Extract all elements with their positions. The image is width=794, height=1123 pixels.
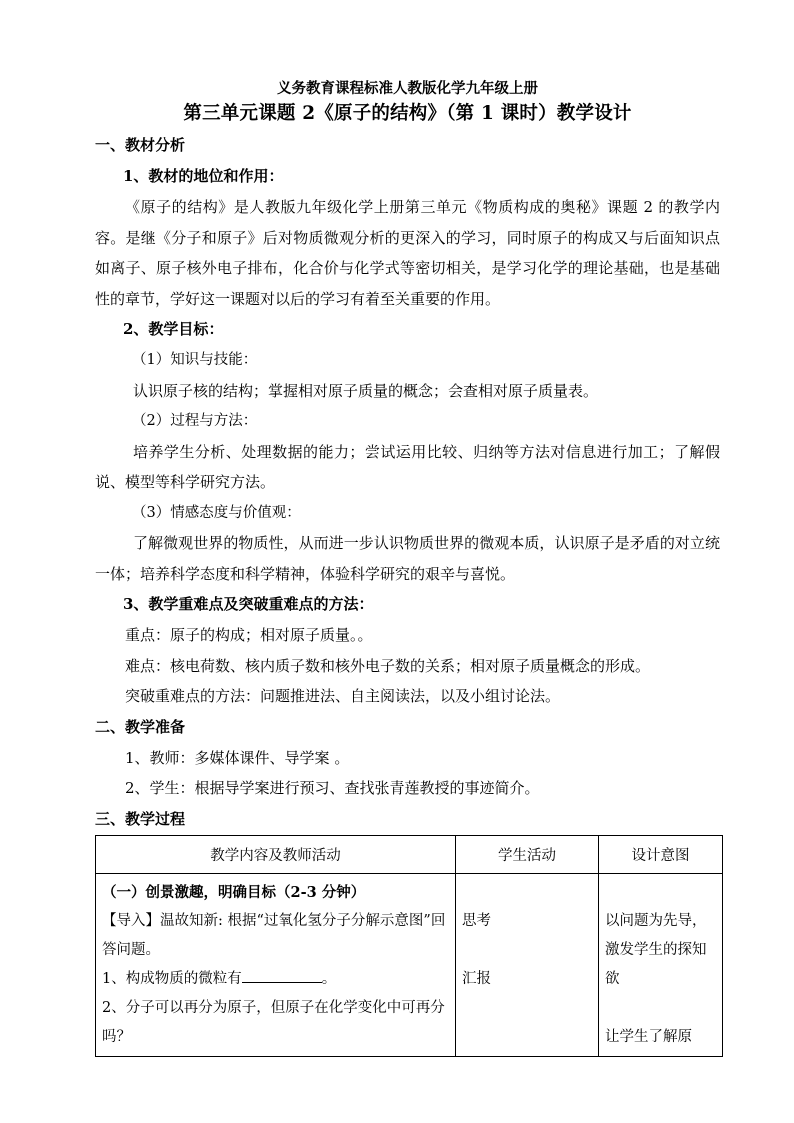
teacher-activity-cell (96, 873, 456, 1056)
table-header-student: 学生活动 (456, 835, 599, 873)
section-heading-materials: 一、教材分析 (95, 136, 186, 154)
table-header-content: 教学内容及教师活动 (96, 835, 456, 873)
subsection-heading-key-points: 3、教学重难点及突破重难点的方法： (123, 595, 374, 613)
intro-text: 【导入】温故知新: 根据“过氧化氢分子分解示意图”回答问题。 (102, 912, 446, 958)
document-page (95, 78, 720, 1057)
subsection-heading-position: 1、教材的地位和作用： (123, 167, 284, 185)
goal-process-text: 培养学生分析、处理数据的能力；尝试运用比较、归纳等方法对信息进行加工；了解假说、模型等科学研究方法。 (95, 442, 720, 491)
goal-attitude-text: 了解微观世界的物质性，从而进一步认识物质世界的微观本质，认识原子是矛盾的对立统一体；培养科学态度和科学精神，体验科学研究的艰辛与喜悦。 (95, 534, 720, 583)
question-1-text: 1、构成物质的微粒有 (102, 970, 242, 987)
question-1 (102, 965, 449, 994)
table-header-intent: 设计意图 (599, 835, 723, 873)
design-intent-2: 让学生了解原 (605, 1028, 692, 1045)
student-activity-report: 汇报 (462, 970, 491, 987)
paragraph-position: 《原子的结构》是人教版九年级化学上册第三单元《物质构成的奥秘》课题 2 的教学内容。是继《分子和原子》后对物质微观分析的更深入的学习，同时原子的构成又与后面知识点如离子、原子核外电子排布，化合价与化学式等密切相关，是学习化学的理论基础，也是基础性的章节，学好这一课题对以后的学习有着至关重要的作用。 (95, 198, 720, 308)
goal-knowledge-text: 认识原子核的结构；掌握相对原子质量的概念；会查相对原子质量表。 (133, 381, 599, 400)
subsection-heading-goals: 2、教学目标： (123, 320, 224, 338)
goal-attitude-label: （3）情感态度与价值观： (132, 504, 301, 521)
student-preparation: 2、学生：根据导学案进行预习、查找张青莲教授的事迹简介。 (125, 779, 540, 797)
answer-blank (242, 968, 322, 983)
key-point-text: 重点：原子的构成；相对原子质量。。 (125, 626, 373, 644)
student-activity-cell (456, 873, 599, 1056)
goal-process-label: （2）过程与方法： (132, 413, 258, 429)
table-row (96, 873, 723, 1056)
table-header-row (96, 835, 723, 873)
teacher-preparation: 1、教师：多媒体课件、导学案 。 (125, 748, 350, 767)
design-intent-cell (599, 873, 723, 1056)
teaching-process-table (95, 835, 723, 1057)
method-text: 突破重难点的方法：问题推进法、自主阅读法，以及小组讨论法。 (125, 687, 561, 705)
goal-knowledge-label: （1）知识与技能： (132, 352, 258, 368)
question-1-end: 。 (321, 970, 337, 987)
section-heading-preparation: 二、教学准备 (95, 717, 186, 736)
section-heading-process: 三、教学过程 (95, 809, 186, 828)
document-title: 第三单元课题 2《原子的结构》（第 1 课时）教学设计 (183, 103, 632, 124)
difficult-point-text: 难点：核电荷数、核内质子数和核外电子数的关系；相对原子质量概念的形成。 (125, 656, 651, 675)
stage-heading: （一）创景激趣，明确目标（2-3 分钟） (102, 883, 366, 901)
student-activity-think: 思考 (462, 912, 491, 929)
design-intent-1: 以问题为先导，激发学生的探知欲 (605, 912, 707, 987)
document-supertitle: 义务教育课程标准人教版化学九年级上册 (277, 80, 538, 97)
question-2: 2、分子可以再分为原子，但原子在化学变化中可再分吗？ (102, 999, 445, 1045)
